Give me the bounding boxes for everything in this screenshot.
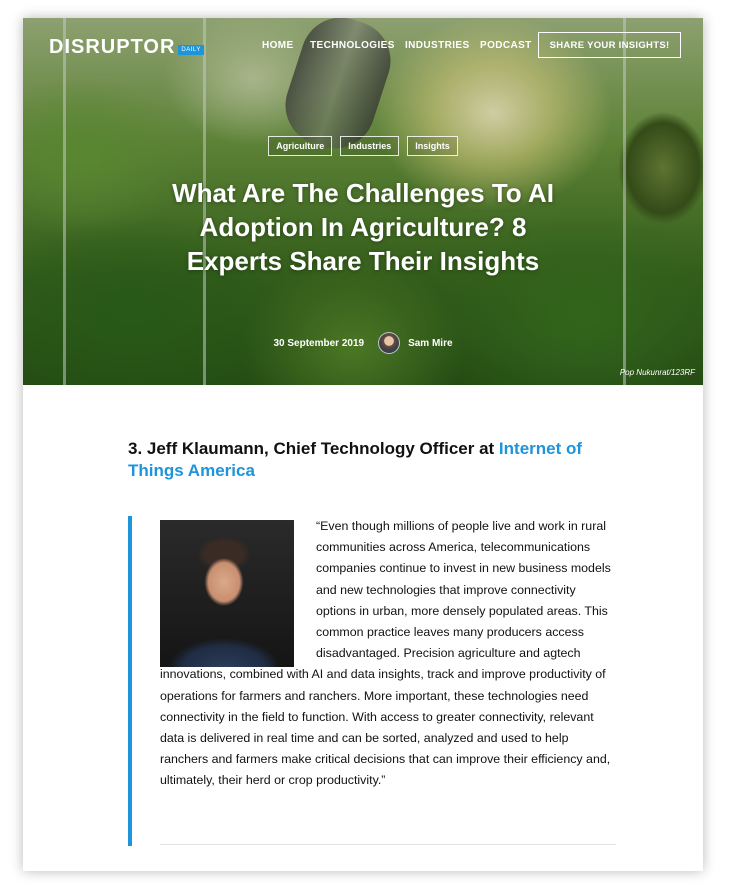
article-title: What Are The Challenges To AI Adoption In Agriculture? 8 Experts Share Their Insights — [172, 178, 554, 276]
hero-banner — [23, 18, 703, 385]
share-insights-button[interactable]: SHARE YOUR INSIGHTS! — [538, 32, 681, 58]
section-heading: 3. Jeff Klaumann, Chief Technology Officer at Internet of Things America — [128, 439, 583, 480]
nav-podcast[interactable]: PODCAST — [480, 40, 532, 51]
article-date: 30 September 2019 — [273, 337, 365, 349]
tag-insights[interactable]: Insights — [407, 136, 458, 156]
author-name[interactable]: Sam Mire — [408, 337, 453, 349]
tag-agriculture[interactable]: Agriculture — [268, 136, 332, 156]
author-avatar[interactable] — [378, 332, 400, 354]
image-credit: Pop Nukunrat/123RF — [619, 368, 695, 377]
tag-industries[interactable]: Industries — [340, 136, 399, 156]
nav-home[interactable]: HOME — [262, 40, 294, 51]
article-meta — [23, 332, 703, 354]
nav-industries[interactable]: INDUSTRIES — [405, 40, 470, 51]
article-tags — [23, 136, 703, 156]
blockquote-bar — [128, 516, 132, 846]
logo-badge: DAILY — [178, 45, 203, 55]
article-page — [23, 18, 703, 871]
site-logo[interactable]: DISRUPTOR DAILY — [49, 36, 204, 59]
nav-technologies[interactable]: TECHNOLOGIES — [310, 40, 395, 51]
company-link[interactable]: Internet of Things America — [128, 439, 583, 480]
divider — [160, 844, 616, 845]
expert-quote: “Even though millions of people live and work in rural communities across America, telecommunications companies continue to invest in new business models and new technologies that improve connectivity options in urban, more densely populated areas. This common practice leaves many producers access disadvantaged. Precision agriculture and agtech innovations, combined with AI and data insights, track and improve productivity of operations for farmers and ranchers. More important, these technologies need connectivity in the field to function. With access to greater connectivity, relevant data is delivered in real time and can be sorted, analyzed and used to help ranchers and farmers make critical decisions that can improve their efficiency and, ultimately, their herd or crop productivity.” — [160, 519, 611, 788]
